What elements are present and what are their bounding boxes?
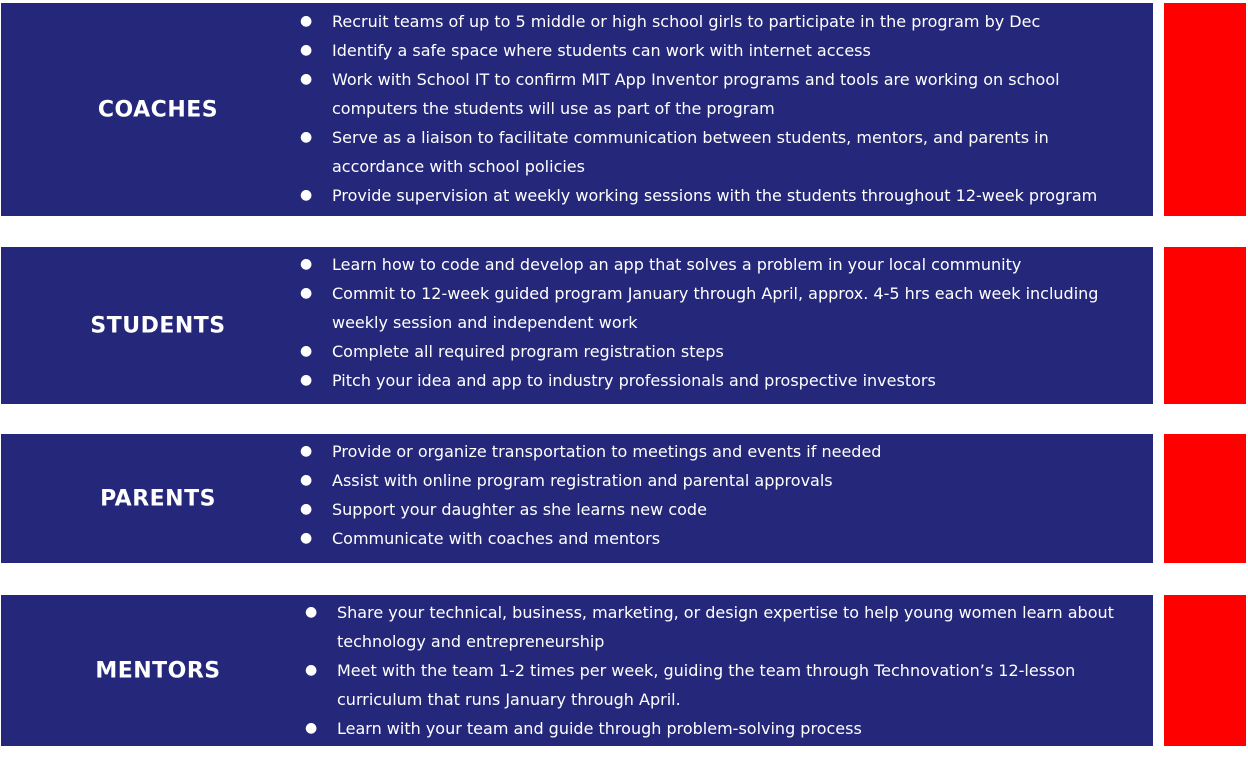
students-heading: STUDENTS (90, 313, 226, 338)
parents-list (300, 437, 882, 553)
mentors-list (305, 598, 1114, 743)
list-item: ● Pitch your idea and app to industry professionals and prospective investors (332, 366, 1098, 395)
mentors-heading: MENTORS (95, 658, 221, 683)
bullet-icon: ● (305, 604, 318, 620)
list-item: ● Support your daughter as she learns new code (332, 495, 881, 524)
bullet-icon: ● (300, 501, 313, 517)
students-accent-block (1164, 247, 1246, 404)
parents-section (1, 434, 1153, 563)
bullet-icon: ● (300, 530, 313, 546)
bullet-icon: ● (305, 662, 318, 678)
coaches-section (1, 3, 1153, 216)
bullet-icon: ● (300, 187, 313, 203)
bullet-icon: ● (300, 372, 313, 388)
list-item: ● Communicate with coaches and mentors (332, 524, 881, 553)
bullet-icon: ● (300, 343, 313, 359)
mentors-accent-block (1164, 595, 1246, 746)
coaches-list (300, 7, 1098, 210)
bullet-icon: ● (305, 720, 318, 736)
list-item: ● Complete all required program registration steps (332, 337, 1098, 366)
list-item: ● Assist with online program registration and parental approvals (332, 466, 881, 495)
students-section (1, 247, 1153, 404)
students-list (300, 250, 1099, 395)
bullet-icon: ● (300, 129, 313, 145)
list-item: ● Recruit teams of up to 5 middle or high school girls to participate in the program by Dec (332, 7, 1097, 36)
list-item: ● Meet with the team 1-2 times per week, guiding the team through Technovation’s 12-lesson curriculum that runs January through April. (337, 656, 1114, 714)
list-item: ● Identify a safe space where students can work with internet access (332, 36, 1097, 65)
list-item: ● Work with School IT to confirm MIT App Inventor programs and tools are working on school computers the students will use as part of the program (332, 65, 1097, 123)
mentors-section (1, 595, 1153, 746)
list-item: ● Provide or organize transportation to meetings and events if needed (332, 437, 881, 466)
list-item: ● Serve as a liaison to facilitate communication between students, mentors, and parents in accordance with school policies (332, 123, 1097, 181)
list-item: ● Share your technical, business, marketing, or design expertise to help young women learn about technology and entrepreneurship (337, 598, 1114, 656)
list-item: ● Learn how to code and develop an app that solves a problem in your local community (332, 250, 1098, 279)
bullet-icon: ● (300, 42, 313, 58)
parents-accent-block (1164, 434, 1246, 563)
bullet-icon: ● (300, 443, 313, 459)
list-item: ● Commit to 12-week guided program January through April, approx. 4-5 hrs each week including weekly session and independent work (332, 279, 1098, 337)
coaches-accent-block (1164, 3, 1246, 216)
bullet-icon: ● (300, 71, 313, 87)
bullet-icon: ● (300, 285, 313, 301)
bullet-icon: ● (300, 13, 313, 29)
bullet-icon: ● (300, 256, 313, 272)
parents-heading: PARENTS (100, 486, 216, 511)
coaches-heading: COACHES (97, 97, 219, 122)
list-item: ● Provide supervision at weekly working sessions with the students throughout 12-week program (332, 181, 1097, 210)
list-item: ● Learn with your team and guide through problem-solving process (337, 714, 1114, 743)
bullet-icon: ● (300, 472, 313, 488)
